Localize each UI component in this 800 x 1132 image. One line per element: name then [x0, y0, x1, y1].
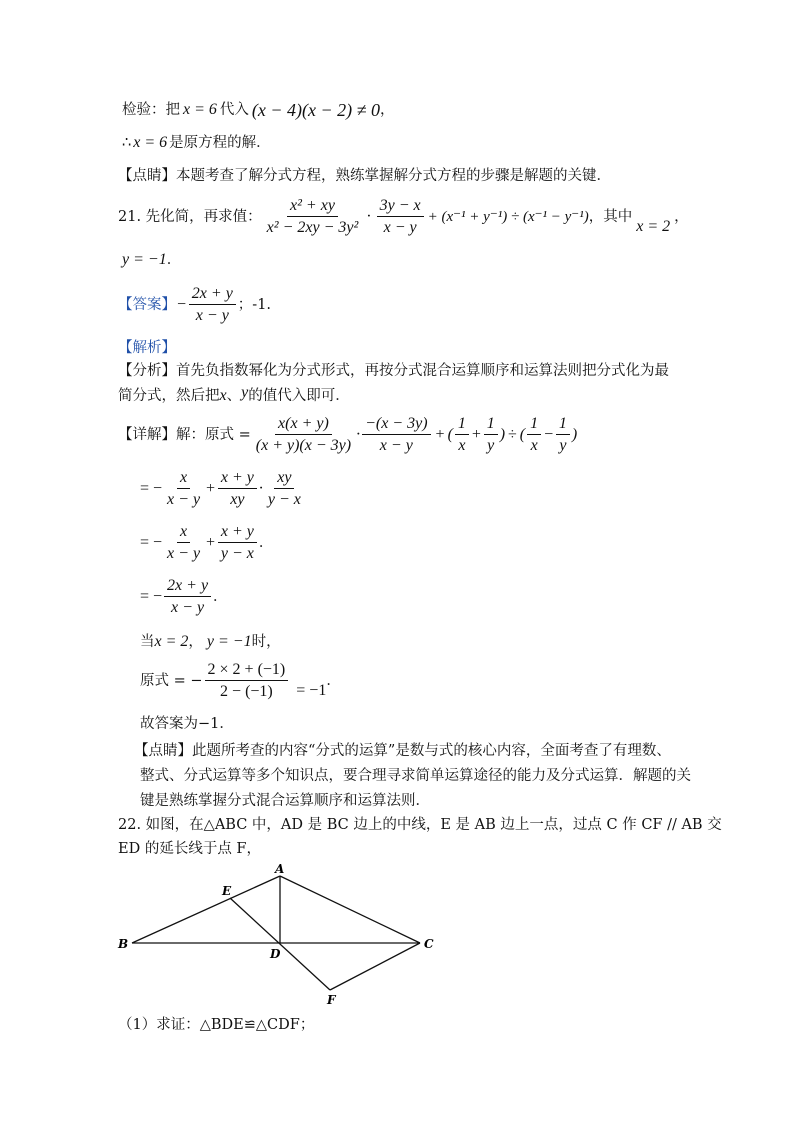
- analysis-label: 【解析】: [118, 340, 176, 356]
- orig-line: [140, 660, 341, 701]
- when-suffix: 时，: [251, 634, 281, 650]
- x: x: [458, 437, 466, 454]
- step3-frac-b: [218, 522, 257, 563]
- geometry-figure: [110, 858, 440, 1008]
- check-end: ，: [380, 102, 395, 118]
- y: y: [559, 437, 567, 454]
- detail-frac-1x-b: [527, 414, 541, 455]
- label-b: B: [118, 937, 129, 951]
- detail-f2-denominator: x − y: [379, 437, 413, 454]
- answer-neg: −: [176, 295, 187, 313]
- numerator: x: [177, 468, 190, 489]
- y: y: [487, 437, 495, 454]
- q21-f2-numerator: 3y − x: [377, 196, 424, 217]
- q21-where: ，其中: [588, 208, 633, 225]
- answer-tail: ；-1.: [237, 296, 272, 313]
- detail-plus: +: [435, 425, 445, 443]
- step2-dot: ·: [258, 479, 263, 497]
- q21-comma: ，: [674, 208, 689, 225]
- analysis-line-1: 【分析】首先负指数幂化为分式形式，再按分式混合运算顺序和运算法则把分式化为最: [118, 363, 669, 379]
- note-2-line-1: 【点睛】此题所考查的内容“分式的运算”是数与式的核心内容，全面考查了有理数、: [134, 743, 671, 759]
- detail-line: [118, 414, 577, 455]
- conclusion-text: 是原方程的解．: [169, 135, 271, 151]
- one: 1: [455, 414, 469, 435]
- denominator: x − y: [171, 599, 205, 616]
- when-comma: ，: [188, 634, 203, 650]
- note-1: 【点睛】本题考查了解分式方程，熟练掌握解分式方程的步骤是解题的关键．: [118, 168, 611, 184]
- step2-frac-a: [164, 468, 203, 509]
- segment-ba: [132, 876, 280, 943]
- check-mid: 代入: [219, 102, 249, 118]
- analysis-text-b: 、: [226, 388, 242, 404]
- q21-fraction-2: [377, 196, 424, 237]
- detail-plus-2: +: [470, 425, 482, 443]
- q21-rest: + (x⁻¹ + y⁻¹) ÷ (x⁻¹ − y⁻¹): [427, 208, 589, 225]
- note-2-line-2: 整式、分式运算等多个知识点，要合理寻求简单运算途径的能力及分式运算．解题的关: [140, 768, 691, 784]
- therefore-symbol: ∴: [122, 135, 132, 151]
- segment-cf: [330, 943, 420, 990]
- check-prefix: 检验：把: [122, 102, 180, 118]
- when-prefix: 当: [140, 634, 155, 650]
- detail-dot: ·: [356, 425, 361, 443]
- answer-denominator: x − y: [195, 307, 229, 324]
- detail-rparen-1: ): [499, 425, 506, 443]
- question-21: [118, 196, 689, 237]
- step3-plus: +: [205, 533, 216, 551]
- denominator: 2 − (−1): [220, 683, 273, 700]
- label-f: F: [327, 993, 336, 1007]
- numerator: xy: [274, 468, 294, 489]
- analysis-y: y: [241, 384, 249, 401]
- final-answer: 故答案为−1．: [140, 716, 234, 732]
- step2-eq: = −: [140, 479, 163, 497]
- analysis-text-a: 简分式，然后把: [118, 388, 220, 404]
- step2-frac-c: [265, 468, 304, 509]
- q21-dot: ·: [366, 207, 372, 225]
- step4-eq: = −: [140, 587, 163, 605]
- step-2: [140, 468, 306, 509]
- label-e: E: [222, 884, 232, 898]
- figure-lines: [132, 876, 420, 990]
- q21-period: ．: [166, 252, 182, 268]
- q22-sub-1: （1）求证：△BDE≌△CDF；: [118, 1017, 315, 1033]
- numerator: x + y: [218, 468, 257, 489]
- orig-result: = −1: [296, 681, 327, 699]
- detail-frac-1y: [484, 414, 498, 455]
- detail-lparen-2: (: [519, 425, 526, 443]
- q21-f2-denominator: x − y: [383, 219, 417, 236]
- denominator: xy: [230, 491, 245, 508]
- numerator: 2x + y: [164, 576, 211, 597]
- segment-ac: [280, 876, 420, 943]
- denominator: y − x: [220, 545, 254, 562]
- step4-frac: [164, 576, 211, 617]
- q21-label: 21. 先化简，再求值：: [118, 208, 262, 225]
- orig-period: ．: [326, 672, 341, 689]
- check-line: [122, 100, 395, 120]
- denominator: x − y: [167, 491, 201, 508]
- detail-f1-numerator: x(x + y): [275, 414, 332, 435]
- step3-frac-a: [164, 522, 203, 563]
- q21-y-line: [122, 250, 181, 270]
- one: 1: [527, 414, 541, 435]
- numerator: x + y: [218, 522, 257, 543]
- orig-label: 原式 = −: [140, 672, 203, 689]
- step-3: [140, 522, 273, 563]
- detail-f2-numerator: −(x − 3y): [362, 414, 430, 435]
- conclusion-line: [122, 133, 271, 153]
- detail-minus: −: [543, 425, 554, 443]
- denominator: y − x: [267, 491, 301, 508]
- step2-plus: +: [205, 479, 216, 497]
- q22-line-1: 22. 如图，在△ABC 中，AD 是 BC 边上的中线，E 是 AB 边上一点，过点 C 作 CF // AB 交: [118, 817, 722, 833]
- detail-frac-1y-b: [556, 414, 570, 455]
- detail-label: 【详解】解：原式 =: [118, 426, 251, 443]
- step2-frac-b: [218, 468, 257, 509]
- q22-line-2: ED 的延长线于点 F，: [118, 841, 261, 857]
- note-2-line-3: 键是熟练掌握分式混合运算顺序和运算法则．: [140, 793, 430, 809]
- answer-line: [118, 284, 271, 325]
- conclusion-x-value: x = 6: [133, 134, 168, 151]
- denominator: x − y: [167, 545, 201, 562]
- detail-fraction-1: [253, 414, 354, 455]
- q21-fraction-1: [264, 196, 362, 237]
- numerator: x: [177, 522, 190, 543]
- step-4: [140, 576, 228, 617]
- detail-fraction-2: [362, 414, 430, 455]
- orig-fraction: [205, 660, 289, 701]
- when-line: [140, 632, 281, 652]
- check-x-value: x = 6: [183, 101, 217, 118]
- when-y-value: y = −1: [206, 633, 252, 650]
- analysis-x: x: [219, 387, 227, 404]
- one: 1: [556, 414, 570, 435]
- analysis-text-c: 的值代入即可．: [248, 388, 350, 404]
- step3-eq: = −: [140, 533, 163, 551]
- label-d: D: [270, 947, 281, 961]
- answer-numerator: 2x + y: [189, 284, 236, 305]
- analysis-line-2: [118, 386, 350, 406]
- detail-f1-denominator: (x + y)(x − 3y): [255, 437, 352, 454]
- step3-period: ．: [258, 534, 274, 551]
- detail-frac-1x: [455, 414, 469, 455]
- check-expression: (x − 4)(x − 2) ≠ 0: [251, 100, 381, 120]
- detail-lparen-1: (: [447, 425, 453, 443]
- x: x: [530, 437, 538, 454]
- label-a: A: [275, 862, 285, 876]
- q21-f1-denominator: x² − 2xy − 3y²: [266, 219, 359, 236]
- when-x-value: x = 2: [154, 633, 189, 650]
- detail-rparen-2: ): [571, 425, 578, 443]
- answer-fraction: [189, 284, 236, 325]
- q21-x-value: x = 2: [636, 217, 671, 235]
- one: 1: [484, 414, 498, 435]
- answer-label: 【答案】: [118, 296, 176, 313]
- numerator: 2 × 2 + (−1): [205, 660, 289, 681]
- label-c: C: [424, 937, 434, 951]
- q21-f1-numerator: x² + xy: [287, 196, 338, 217]
- step4-period: ．: [213, 588, 228, 605]
- q21-y-value: y = −1: [122, 251, 167, 268]
- detail-div: ÷: [508, 425, 517, 443]
